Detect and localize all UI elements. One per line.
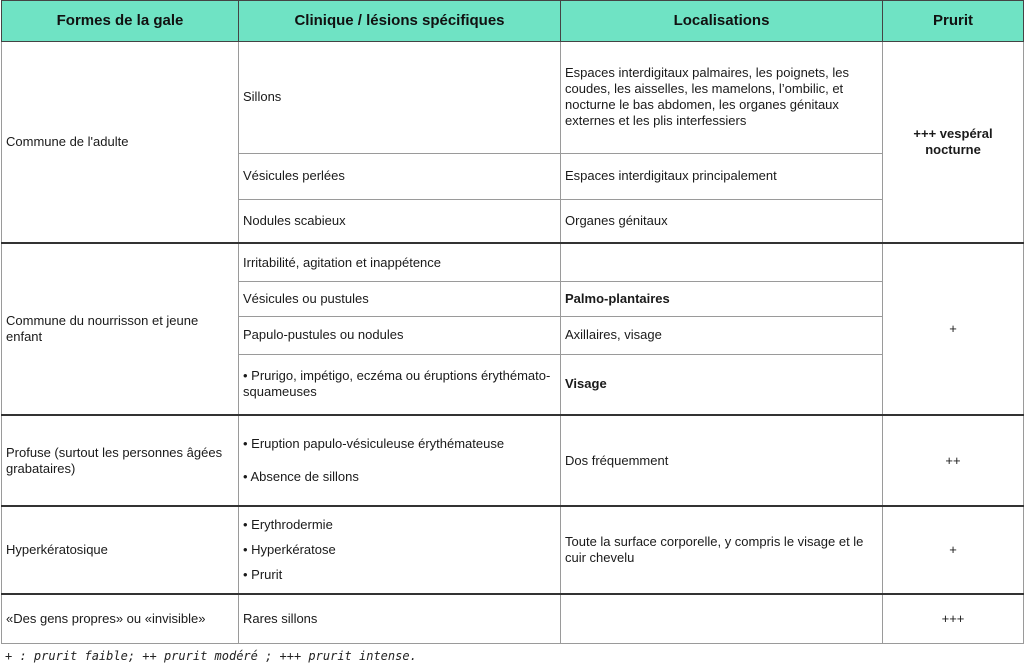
clinique-cell: Sillons <box>239 42 561 154</box>
bullet-item: • Eruption papulo-vésiculeuse érythémateuse <box>243 436 505 452</box>
bullet-item: • Hyperkératose <box>243 541 336 557</box>
localisation-cell: Palmo-plantaires <box>561 282 883 317</box>
localisation-cell: Espaces interdigitaux palmaires, les poignets, les coudes, les aisselles, les mamelons, l’ombilic, et nocturne le bas abdomen, les organes génitaux externes et les plis interfessiers <box>561 42 883 154</box>
header-prurit: Prurit <box>883 1 1024 42</box>
localisation-cell <box>561 594 883 643</box>
prurit-cell-nourrisson: + <box>883 243 1024 415</box>
bullet-item: • Erythrodermie <box>243 516 333 532</box>
prurit-cell-invisible: +++ <box>883 594 1024 643</box>
forme-cell-nourrisson: Commune du nourrisson et jeune enfant <box>2 243 239 415</box>
bullet-item: • Prurit <box>243 566 283 582</box>
header-forme: Formes de la gale <box>2 1 239 42</box>
localisation-cell: Axillaires, visage <box>561 317 883 354</box>
table-row <box>2 506 1024 594</box>
table-row <box>2 415 1024 505</box>
clinique-cell: • Prurigo, impétigo, eczéma ou éruptions érythémato-squameuses <box>239 354 561 415</box>
clinique-cell: Papulo-pustules ou nodules <box>239 317 561 354</box>
localisation-cell <box>561 243 883 281</box>
table-row <box>2 42 1024 154</box>
table-row <box>2 243 1024 281</box>
header-localisation: Localisations <box>561 1 883 42</box>
clinique-cell: Vésicules ou pustules <box>239 282 561 317</box>
table-row <box>2 594 1024 643</box>
localisation-cell: Visage <box>561 354 883 415</box>
scabies-forms-table <box>1 0 1024 644</box>
clinique-cell: Vésicules perlées <box>239 153 561 199</box>
forme-cell-adulte: Commune de l'adulte <box>2 42 239 244</box>
bullet-item: • Absence de sillons <box>243 469 359 485</box>
forme-cell-invisible: «Des gens propres» ou «invisible» <box>2 594 239 643</box>
clinique-cell-profuse <box>239 415 561 505</box>
prurit-cell-adulte: +++ vespéral nocturne <box>883 42 1024 244</box>
clinique-cell-hyperkeratosique <box>239 506 561 594</box>
prurit-legend-footnote: + : prurit faible; ++ prurit modéré ; +++ prurit intense. <box>5 649 417 663</box>
clinique-cell: Irritabilité, agitation et inappétence <box>239 243 561 281</box>
forme-cell-hyperkeratosique: Hyperkératosique <box>2 506 239 594</box>
header-clinique: Clinique / lésions spécifiques <box>239 1 561 42</box>
prurit-cell-hyperkeratosique: + <box>883 506 1024 594</box>
forme-cell-profuse: Profuse (surtout les personnes âgées grabataires) <box>2 415 239 505</box>
localisation-cell: Toute la surface corporelle, y compris le visage et le cuir chevelu <box>561 506 883 594</box>
header-row <box>2 1 1024 42</box>
clinique-cell: Rares sillons <box>239 594 561 643</box>
localisation-cell: Dos fréquemment <box>561 415 883 505</box>
prurit-cell-profuse: ++ <box>883 415 1024 505</box>
localisation-cell: Organes génitaux <box>561 199 883 243</box>
clinique-cell: Nodules scabieux <box>239 199 561 243</box>
localisation-cell: Espaces interdigitaux principalement <box>561 153 883 199</box>
